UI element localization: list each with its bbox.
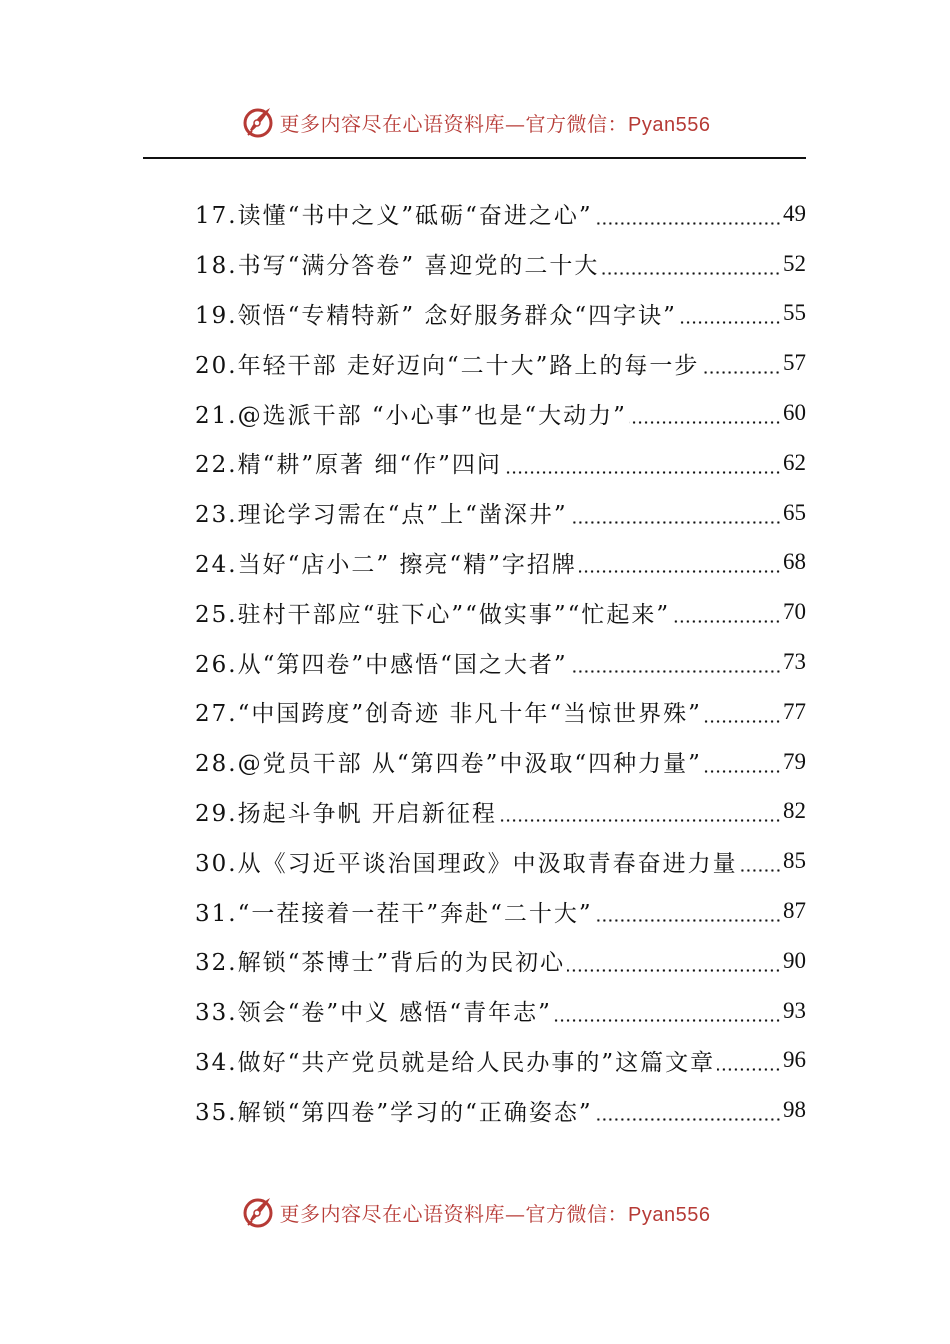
toc-entry-page-number: 85 [783,848,806,874]
toc-entry[interactable] [195,1085,806,1135]
toc-dot-leader [595,222,781,225]
toc-dot-leader [570,521,781,524]
toc-dot-leader [629,421,781,424]
toc-dot-leader [679,321,781,324]
footer-banner [0,1192,950,1232]
toc-entry-title: 19.领悟“专精特新” 念好服务群众“四字诀” [195,302,677,329]
toc-dot-leader [704,770,781,773]
toc-entry[interactable] [195,388,806,438]
toc-entry-page-number: 65 [783,499,806,525]
toc-dot-leader [595,919,781,922]
toc-dot-leader [567,969,781,972]
toc-entry-page-number: 68 [783,549,806,575]
toc-entry[interactable] [195,936,806,986]
toc-entry-page-number: 70 [783,599,806,625]
toc-entry[interactable] [195,488,806,538]
footer-wechat-id: Pyan556 [628,1203,711,1226]
toc-entry-page-number: 98 [783,1097,806,1123]
toc-dot-leader [579,570,781,573]
toc-entry[interactable] [195,737,806,787]
toc-entry-page-number: 82 [783,798,806,824]
toc-entry[interactable] [195,289,806,339]
toc-entry-page-number: 55 [783,300,806,326]
toc-entry-title: 35.解锁“第四卷”学习的“正确姿态” [195,1099,593,1126]
toc-entry[interactable] [195,787,806,837]
toc-entry-title: 27.“中国跨度”创奇迹 非凡十年“当惊世界殊” [195,701,702,728]
toc-entry-page-number: 57 [783,350,806,376]
toc-dot-leader [570,670,781,673]
toc-dot-leader [672,620,781,623]
toc-entry-title: 34.做好“共产党员就是给人民办事的”这篇文章 [195,1049,716,1076]
quill-logo-icon [240,1194,276,1230]
toc-entry[interactable] [195,836,806,886]
toc-entry-title: 22.精“耕”原著 细“作”四问 [195,452,502,479]
toc-entry[interactable] [195,538,806,588]
toc-entry-title: 18.书写“满分答卷” 喜迎党的二十大 [195,253,600,280]
toc-entry-page-number: 49 [783,200,806,226]
quill-logo-icon [240,104,276,140]
toc-entry-title: 33.领会“卷”中义 感悟“青年志” [195,1000,552,1027]
table-of-contents [195,189,806,1135]
toc-entry-title: 23.理论学习需在“点”上“凿深井” [195,502,568,529]
toc-entry-page-number: 60 [783,400,806,426]
toc-dot-leader [499,819,781,822]
header-banner-text: 更多内容尽在心语资料库—官方微信：Pyan556 [279,111,711,136]
toc-entry[interactable] [195,239,806,289]
toc-entry[interactable] [195,886,806,936]
footer-banner-text: 更多内容尽在心语资料库—官方微信：Pyan556 [279,1201,711,1226]
toc-dot-leader [717,1068,781,1071]
toc-entry-title: 26.从“第四卷”中感悟“国之大者” [195,651,568,678]
toc-entry-page-number: 96 [783,1047,806,1073]
toc-entry-page-number: 77 [783,698,806,724]
toc-dot-leader [601,272,781,275]
toc-entry[interactable] [195,587,806,637]
header-rule [143,157,806,159]
toc-entry-page-number: 90 [783,947,806,973]
toc-dot-leader [595,1118,781,1121]
toc-entry-title: 20.年轻干部 走好迈向“二十大”路上的每一步 [195,352,700,379]
toc-entry[interactable] [195,338,806,388]
toc-dot-leader [554,1019,781,1022]
toc-entry-title: 28.@党员干部 从“第四卷”中汲取“四种力量” [195,751,702,778]
toc-entry[interactable] [195,687,806,737]
toc-entry-page-number: 62 [783,449,806,475]
toc-entry-page-number: 79 [783,748,806,774]
toc-entry-page-number: 87 [783,898,806,924]
toc-dot-leader [704,720,781,723]
toc-dot-leader [504,471,781,474]
toc-dot-leader [740,869,781,872]
toc-entry-page-number: 93 [783,997,806,1023]
header-wechat-id: Pyan556 [628,113,711,136]
toc-entry[interactable] [195,986,806,1036]
toc-entry-title: 17.读懂“书中之义”砥砺“奋进之心” [195,203,593,230]
toc-entry-title: 24.当好“店小二” 擦亮“精”字招牌 [195,551,577,578]
toc-entry[interactable] [195,189,806,239]
toc-entry-title: 32.解锁“茶博士”背后的为民初心 [195,950,566,977]
toc-entry-title: 21.@选派干部 “小心事”也是“大动力” [195,402,627,429]
toc-entry-page-number: 52 [783,250,806,276]
toc-entry[interactable] [195,438,806,488]
toc-dot-leader [701,371,781,374]
toc-entry-title: 29.扬起斗争帆 开启新征程 [195,800,497,827]
toc-entry[interactable] [195,637,806,687]
toc-entry[interactable] [195,1036,806,1086]
toc-entry-page-number: 73 [783,649,806,675]
toc-entry-title: 30.从《习近平谈治国理政》中汲取青春奋进力量 [195,850,738,877]
header-banner [0,102,950,142]
toc-entry-title: 25.驻村干部应“驻下心”“做实事”“忙起来” [195,601,671,628]
toc-entry-title: 31.“一茬接着一茬干”奔赴“二十大” [195,900,593,927]
